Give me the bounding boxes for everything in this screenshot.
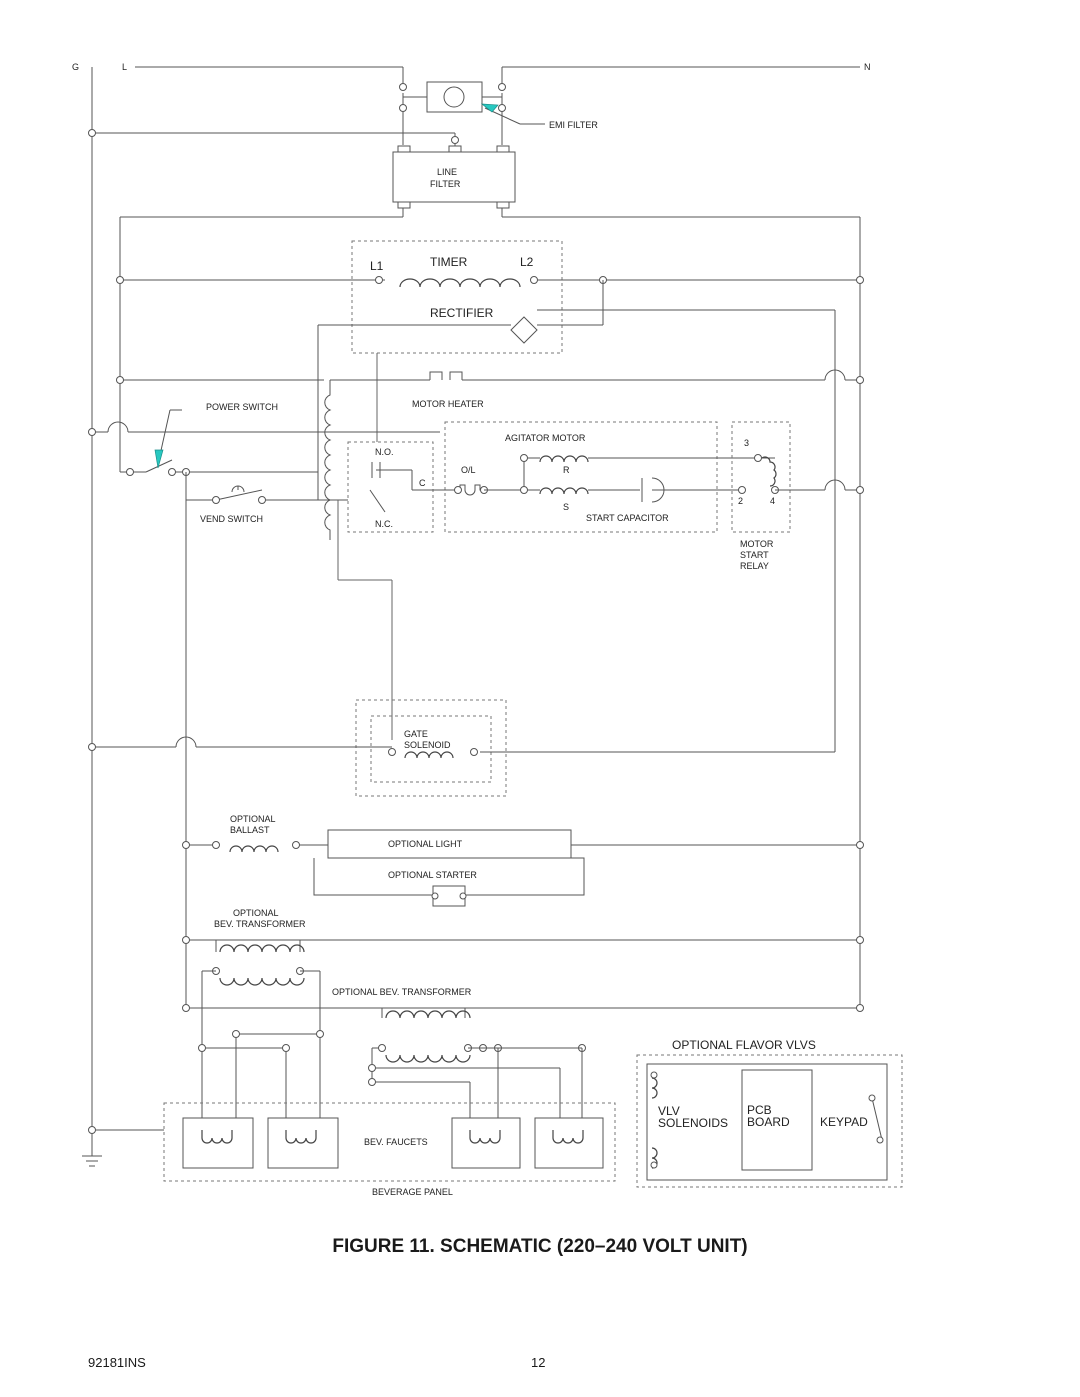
relay-c-label: C <box>419 478 426 488</box>
bus-label-g: G <box>72 62 80 72</box>
motor-start-coil <box>540 488 588 494</box>
heater-wire-loops <box>325 380 330 540</box>
motor-start-relay-label-1: MOTOR <box>740 539 774 549</box>
bus-label-n: N <box>864 62 871 72</box>
line-filter <box>393 146 515 208</box>
page-number: 12 <box>531 1355 546 1370</box>
relay-nc-label: N.C. <box>375 519 393 529</box>
rectifier-label: RECTIFIER <box>430 306 494 320</box>
ground-icon <box>82 1150 102 1166</box>
optional-bev-transformer-label-2: BEV. TRANSFORMER <box>214 919 306 929</box>
ballast-coil <box>230 846 278 852</box>
vlv-label: VLV <box>658 1104 680 1118</box>
overload-label: O/L <box>461 465 476 475</box>
power-switch-label: POWER SWITCH <box>206 402 278 412</box>
bev-faucet-3 <box>452 1118 520 1168</box>
relay-coil <box>762 457 776 486</box>
bev-transformer-b-primary-coil <box>386 1011 470 1018</box>
timer-l2-label: L2 <box>520 255 534 269</box>
bev-transformer-b-secondary-coil <box>386 1055 470 1062</box>
motor-start-relay-label-3: RELAY <box>740 561 769 571</box>
motor-heater <box>430 372 475 380</box>
bev-transformer-primary-coil <box>220 945 304 952</box>
vend-switch-label: VEND SWITCH <box>200 514 263 524</box>
bev-transformer-secondary-coil <box>220 978 304 985</box>
relay-3-label: 3 <box>744 438 750 448</box>
motor-s-label: S <box>563 502 570 512</box>
solenoids-label: SOLENOIDS <box>658 1116 729 1130</box>
optional-starter-label: OPTIONAL STARTER <box>388 870 477 880</box>
optional-bev-transformer-b-label: OPTIONAL BEV. TRANSFORMER <box>332 987 472 997</box>
doc-number: 92181INS <box>88 1355 146 1370</box>
motor-heater-label: MOTOR HEATER <box>412 399 484 409</box>
line-filter-label-2: FILTER <box>430 179 461 189</box>
emi-filter <box>403 82 545 145</box>
optional-ballast-label-1: OPTIONAL <box>230 814 276 824</box>
gate-solenoid-label-2: SOLENOID <box>404 740 451 750</box>
timer-coil <box>400 279 520 287</box>
line-filter-label-1: LINE <box>437 167 458 177</box>
relay-2-label: 2 <box>738 496 744 506</box>
power-switch-pointer-icon <box>155 450 163 468</box>
start-capacitor-label: START CAPACITOR <box>586 513 669 523</box>
gate-solenoid-label-1: GATE <box>404 729 428 739</box>
vlv-solenoid-coil-top <box>652 1078 657 1098</box>
rectifier-bridge <box>511 317 537 343</box>
emi-filter-label: EMI FILTER <box>549 120 598 130</box>
optional-ballast-label-2: BALLAST <box>230 825 270 835</box>
board-label: BOARD <box>747 1115 790 1129</box>
pcb-label: PCB <box>747 1103 772 1117</box>
bev-faucet-1 <box>183 1118 253 1168</box>
optional-bev-transformer-label-1: OPTIONAL <box>233 908 279 918</box>
emi-pointer-icon <box>482 104 498 112</box>
relay-4-label: 4 <box>770 496 776 506</box>
relay-no-label: N.O. <box>375 447 394 457</box>
motor-r-label: R <box>563 465 570 475</box>
motor-start-relay-box <box>732 422 790 532</box>
bev-faucet-2 <box>268 1118 338 1168</box>
optional-flavor-vlvs-label: OPTIONAL FLAVOR VLVS <box>672 1038 816 1052</box>
motor-start-relay-label-2: START <box>740 550 769 560</box>
motor-run-coil <box>540 456 588 462</box>
keypad-label: KEYPAD <box>820 1115 868 1129</box>
agitator-motor-label: AGITATOR MOTOR <box>505 433 586 443</box>
optional-light-label: OPTIONAL LIGHT <box>388 839 463 849</box>
bev-faucet-4 <box>535 1118 603 1168</box>
bev-faucets-label: BEV. FAUCETS <box>364 1137 428 1147</box>
timer-l1-label: L1 <box>370 259 384 273</box>
beverage-panel-label: BEVERAGE PANEL <box>372 1187 453 1197</box>
figure-caption: FIGURE 11. SCHEMATIC (220–240 VOLT UNIT) <box>332 1236 748 1257</box>
bus-wires <box>92 67 860 1150</box>
timer-label: TIMER <box>430 255 468 269</box>
gate-solenoid-coil <box>405 752 453 758</box>
bus-label-l: L <box>122 62 128 72</box>
